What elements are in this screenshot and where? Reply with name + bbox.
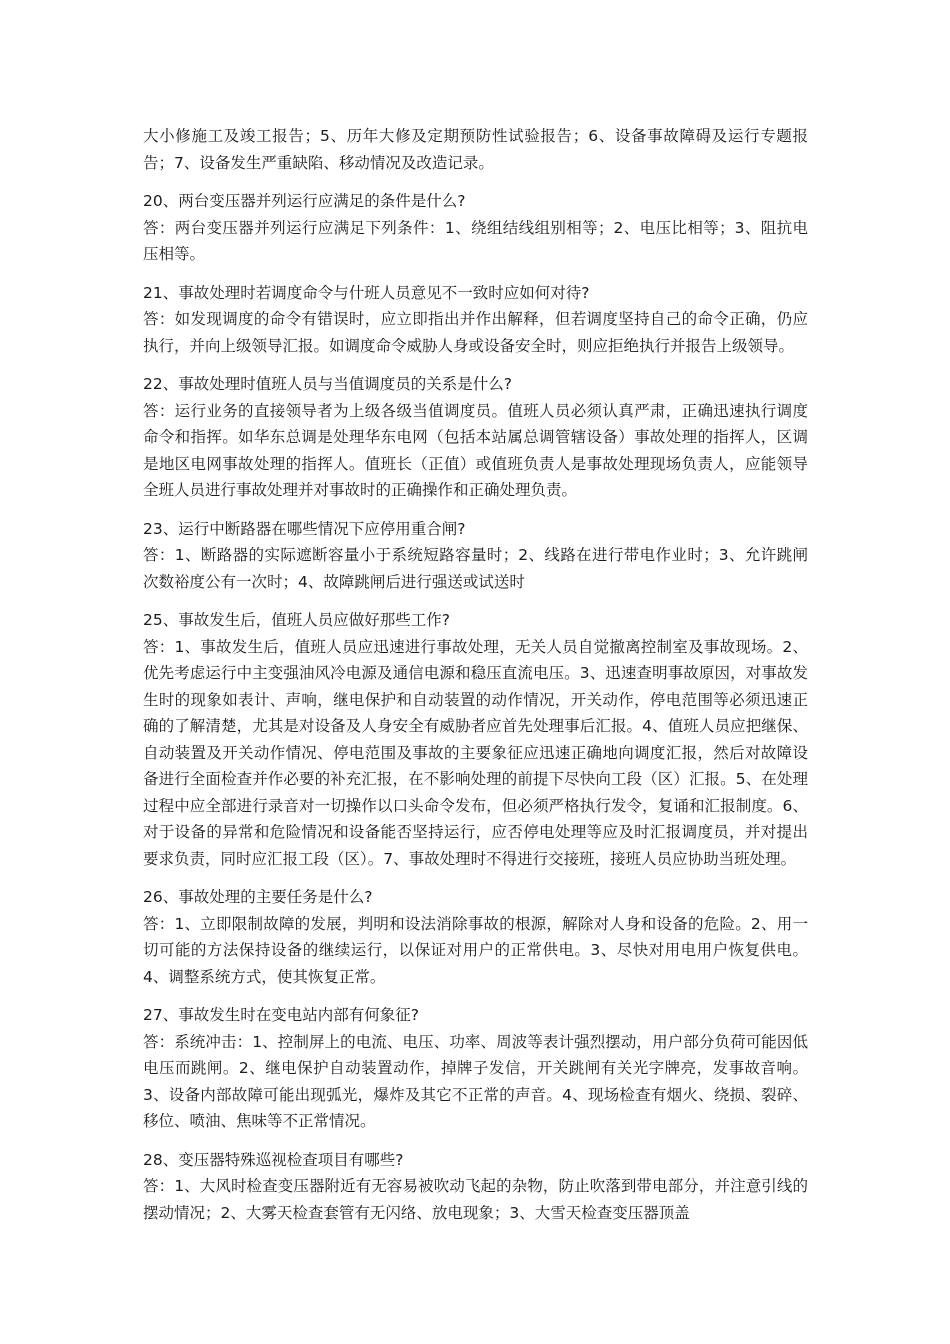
intro-paragraph: 大小修施工及竣工报告；5、历年大修及定期预防性试验报告；6、设备事故障碍及运行专题报告；7、设备发生严重缺陷、移动情况及改造记录。 <box>143 127 808 172</box>
qa-item-22 <box>143 371 808 504</box>
qa-item-25 <box>143 607 808 872</box>
qa-item-20 <box>143 188 808 268</box>
answer-text: 答：运行业务的直接领导者为上级各级当值调度员。值班人员必须认真严肃，正确迅速执行调度命令和指挥。如华东总调是处理华东电网（包括本站属总调管辖设备）事故处理的指挥人，区调是地区电网事故处理的指挥人。值班长（正值）或值班负责人是事故处理现场负责人，应能领导全班人员进行事故处理并对事故时的正确操作和正确处理负责。 <box>143 401 808 499</box>
question-text: 22、事故处理时值班人员与当值调度员的关系是什么? <box>143 375 512 393</box>
qa-item-26 <box>143 884 808 990</box>
question-text: 25、事故发生后，值班人员应做好那些工作? <box>143 611 450 629</box>
answer-text: 答：1、大风时检查变压器附近有无容易被吹动飞起的杂物，防止吹落到带电部分，并注意引线的摆动情况；2、大雾天检查套管有无闪络、放电现象；3、大雪天检查变压器顶盖 <box>143 1177 808 1222</box>
answer-text: 答：1、事故发生后，值班人员应迅速进行事故处理，无关人员自觉撤离控制室及事故现场。2、优先考虑运行中主变强油风冷电源及通信电源和稳压直流电压。3、迅速查明事故原因，对事故发生时的现象如表计、声响，继电保护和自动装置的动作情况，开关动作，停电范围等必须迅速正确的了解清楚，尤其是对设备及人身安全有威胁者应首先处理事后汇报。4、值班人员应把继保、自动装置及开关动作情况、停电范围及事故的主要象征应迅速正确地向调度汇报，然后对故障设备进行全面检查并作必要的补充汇报，在不影响处理的前提下尽快向工段（区）汇报。5、在处理过程中应全部进行录音对一切操作以口头命令发布，但必须严格执行发令，复诵和汇报制度。6、对于设备的异常和危险情况和设备能否坚持运行，应否停电处理等应及时汇报调度员，并对提出要求负责，同时应汇报工段（区）。7、事故处理时不得进行交接班，接班人员应协助当班处理。 <box>143 637 808 868</box>
answer-text: 答：1、立即限制故障的发展，判明和设法消除事故的根源，解除对人身和设备的危险。2、用一切可能的方法保持设备的继续运行，以保证对用户的正常供电。3、尽快对用电用户恢复供电。4、调整系统方式，使其恢复正常。 <box>143 914 808 986</box>
qa-item-27 <box>143 1002 808 1135</box>
qa-item-21 <box>143 280 808 360</box>
question-text: 20、两台变压器并列运行应满足的条件是什么? <box>143 192 466 210</box>
question-text: 21、事故处理时若调度命令与什班人员意见不一致时应如何对待? <box>143 283 590 302</box>
answer-text: 答：两台变压器并列运行应满足下列条件：1、绕组结线组别相等；2、电压比相等；3、阻抗电压相等。 <box>143 218 808 263</box>
qa-item-23 <box>143 516 808 596</box>
question-text: 26、事故处理的主要任务是什么? <box>143 888 373 906</box>
document-page <box>143 123 808 1226</box>
answer-text: 答：1、断路器的实际遮断容量小于系统短路容量时；2、线路在进行带电作业时；3、允许跳闸次数裕度公有一次时；4、故障跳闸后进行强送或试送时 <box>143 546 808 591</box>
answer-text: 答：系统冲击：1、控制屏上的电流、电压、功率、周波等表计强烈摆动，用户部分负荷可能因低电压而跳闸。2、继电保护自动装置动作，掉牌子发信，开关跳闸有关光字牌亮，发事故音响。3、设备内部故障可能出现弧光，爆炸及其它不正常的声音。4、现场检查有烟火、绕损、裂碎、移位、喷油、焦味等不正常情况。 <box>143 1032 808 1130</box>
question-text: 28、变压器特殊巡视检查项目有哪些? <box>143 1150 404 1169</box>
qa-item-28 <box>143 1147 808 1227</box>
question-text: 27、事故发生时在变电站内部有何象征? <box>143 1006 419 1024</box>
question-text: 23、运行中断路器在哪些情况下应停用重合闸? <box>143 519 466 538</box>
answer-text: 答：如发现调度的命令有错误时，应立即指出并作出解释，但若调度坚持自己的命令正确，仍应执行，并向上级领导汇报。如调度命令威胁人身或设备安全时，则应拒绝执行并报告上级领导。 <box>143 310 808 355</box>
